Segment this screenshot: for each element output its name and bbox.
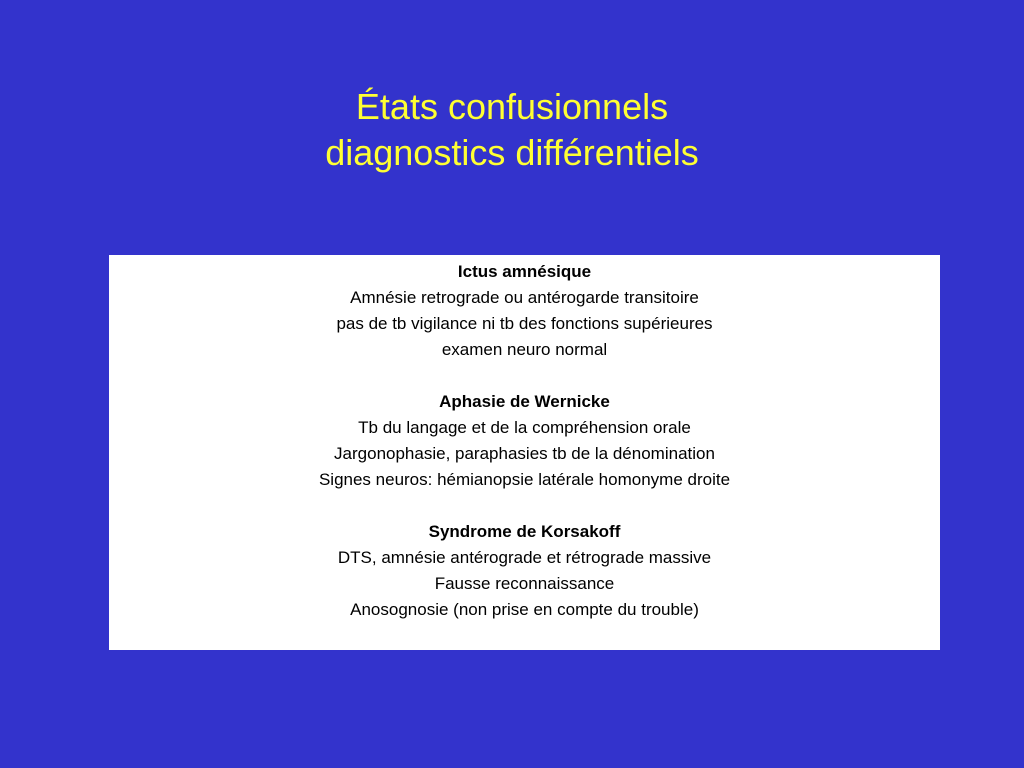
section-line: Signes neuros: hémianopsie latérale homonyme droite — [318, 470, 731, 489]
section-line: DTS, amnésie antérograde et rétrograde massive — [337, 548, 712, 567]
section-heading: Ictus amnésique — [457, 262, 592, 281]
section-line: Fausse reconnaissance — [434, 574, 615, 593]
section-ictus-amnesique — [109, 259, 940, 363]
section-line: examen neuro normal — [441, 340, 608, 359]
section-heading: Aphasie de Wernicke — [439, 392, 610, 411]
title-line-1: États confusionnels — [355, 86, 669, 127]
section-heading: Syndrome de Korsakoff — [428, 522, 621, 541]
section-line: pas de tb vigilance ni tb des fonctions supérieures — [336, 314, 713, 333]
section-line: Tb du langage et de la compréhension orale — [358, 418, 691, 437]
section-aphasie-wernicke — [109, 389, 940, 493]
slide-title — [0, 84, 1024, 176]
section-line: Jargonophasie, paraphasies tb de la dénomination — [334, 444, 715, 463]
title-line-2: diagnostics différentiels — [325, 132, 699, 173]
content-box — [109, 255, 940, 650]
section-syndrome-korsakoff — [109, 519, 940, 623]
section-line: Anosognosie (non prise en compte du trouble) — [350, 600, 699, 619]
section-line: Amnésie retrograde ou antérogarde transitoire — [350, 288, 699, 307]
